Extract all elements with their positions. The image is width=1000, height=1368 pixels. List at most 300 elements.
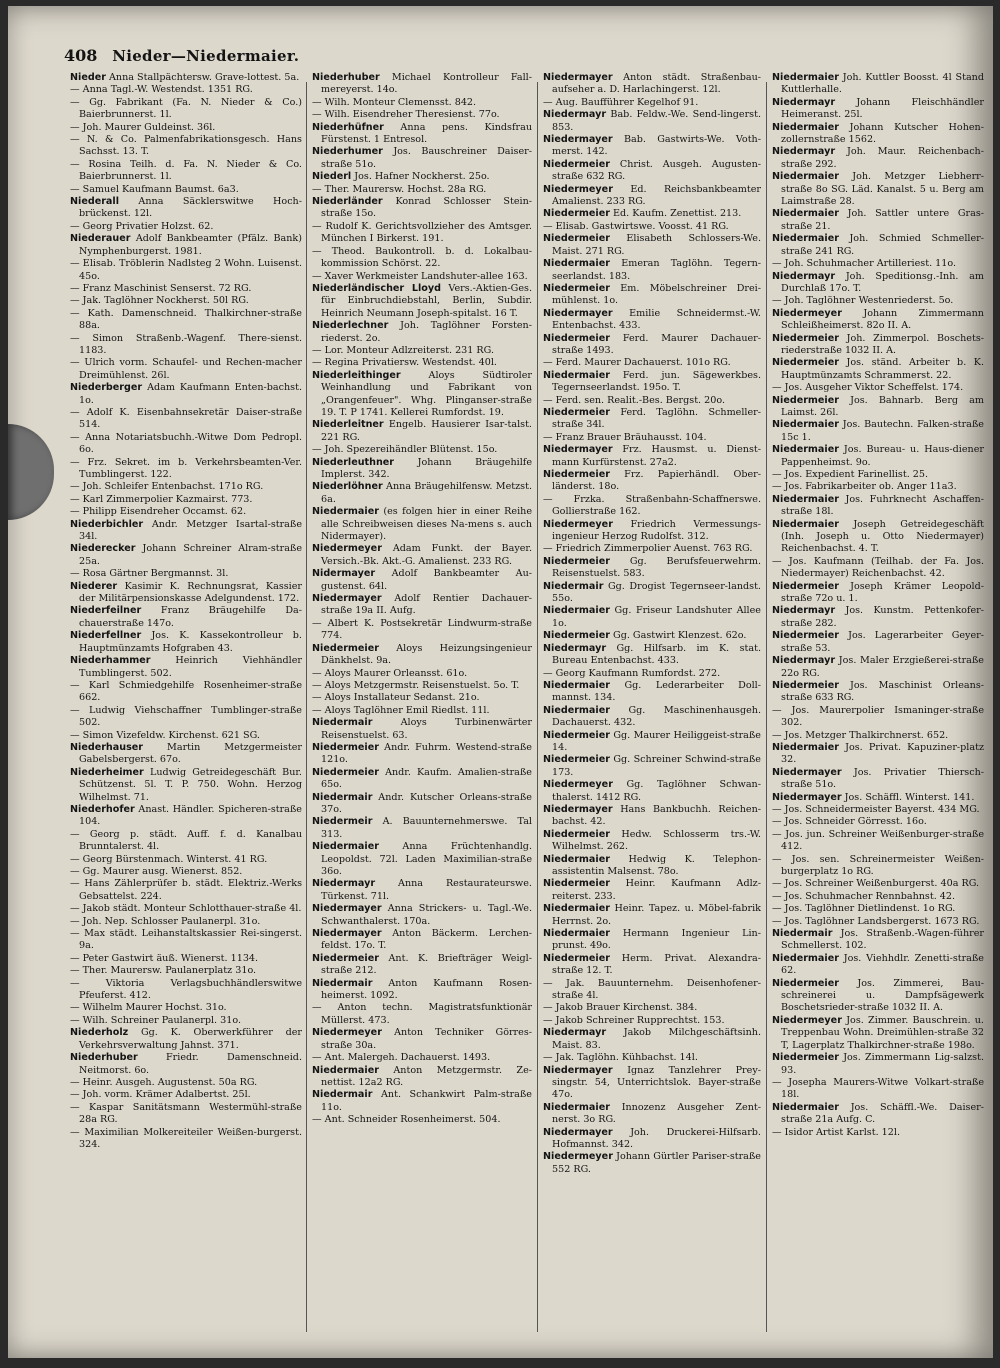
entry-details: Andr. Kaufm. Amalien-straße 65o. bbox=[321, 766, 532, 791]
column-divider bbox=[537, 82, 538, 1332]
entry-details: — Jos. Fabrikarbeiter ob. Anger 11a3. bbox=[772, 481, 957, 493]
entry-details: Ludwig Getreidegeschäft Bur. Schützenst. 5l. T. P. 750. Wohn. Herzog Wilhelmst. 71. bbox=[79, 766, 302, 803]
entry-surname: Nidermayer bbox=[312, 568, 376, 580]
directory-entry bbox=[543, 779, 761, 804]
entry-surname: Niederlöhner bbox=[312, 481, 383, 493]
directory-entry bbox=[543, 1015, 761, 1027]
entry-details: — Ferd. Maurer Dachauerst. 101o RG. bbox=[543, 357, 731, 369]
entry-details: Hermann Ingenieur Lin-prunst. 49o. bbox=[552, 928, 761, 952]
entry-details: Ant. K. Briefträger Weigl-straße 212. bbox=[321, 952, 532, 977]
directory-entry bbox=[70, 184, 302, 196]
entry-details: — Georg Privatier Holzst. 62. bbox=[70, 220, 214, 232]
entry-details: Anton städt. Straßenbau-aufseher a. D. Harlachingerst. 12l. bbox=[552, 72, 761, 96]
entry-details: — Joh. Spezereihändler Blütenst. 15o. bbox=[312, 444, 498, 456]
entry-surname: Niedermayer bbox=[543, 1064, 613, 1076]
directory-entry bbox=[312, 122, 532, 147]
entry-details: — Jak. Taglöhn. Kühbachst. 14l. bbox=[543, 1052, 698, 1064]
directory-entry bbox=[312, 543, 532, 568]
entry-details: — Jos. Ausgeher Viktor Scheffelst. 174. bbox=[772, 382, 964, 394]
binder-ring-shadow bbox=[8, 424, 54, 520]
entry-details: — Hans Zählerprüfer b. städt. Elektriz.-Werks Gebsattelst. 224. bbox=[70, 878, 302, 902]
directory-entry bbox=[70, 122, 302, 134]
entry-details: Johann Zimmermann Schleißheimerst. 82o II. A. bbox=[781, 307, 984, 332]
entry-surname: Niedermeier bbox=[543, 630, 610, 642]
entry-surname: Niedermaier bbox=[543, 679, 610, 691]
entry-details: Johann Fleischhändler Heimeranst. 25l. bbox=[781, 96, 984, 121]
directory-entry bbox=[312, 593, 532, 618]
directory-entry bbox=[543, 97, 761, 109]
entry-surname: Niederhauser bbox=[70, 741, 144, 753]
entry-surname: Niedermeier bbox=[772, 357, 839, 369]
directory-entry bbox=[312, 903, 532, 928]
entry-surname: Niedermayer bbox=[312, 928, 382, 940]
directory-entry bbox=[312, 419, 532, 444]
entry-details: Johann Bräugehilfe Implerst. 342. bbox=[321, 456, 532, 480]
entry-surname: Niedermeier bbox=[543, 828, 610, 840]
entry-surname: Niederleuthner bbox=[312, 456, 395, 468]
entry-details: — Georg Kaufmann Rumfordst. 272. bbox=[543, 667, 721, 679]
entry-details: Anna Strickers- u. Tagl.-We. Schwanthalerst. 170a. bbox=[321, 903, 532, 927]
directory-entry bbox=[312, 345, 532, 357]
directory-entry bbox=[70, 494, 302, 506]
entry-details: — Aloys Metzgermstr. Reisenstuelst. 5o. T. bbox=[312, 679, 520, 691]
directory-entry bbox=[772, 382, 984, 394]
entry-surname: Niedermeier bbox=[772, 1052, 839, 1064]
entry-details: — Jos. Schneidermeister Bayerst. 434 MG. bbox=[772, 803, 980, 815]
entry-details: Anton Metzgermstr. Ze-nettist. 12a2 RG. bbox=[321, 1064, 532, 1088]
directory-entry bbox=[772, 630, 984, 655]
entry-surname: Niedermaier bbox=[772, 419, 839, 431]
entry-details: Jos. Hafner Nockherst. 25o. bbox=[354, 171, 490, 183]
entry-details: Joseph Krämer Leopold-straße 72o u. 1. bbox=[781, 580, 984, 605]
entry-details: — Jos. Taglöhner Landsbergerst. 1673 RG. bbox=[772, 915, 980, 927]
directory-entry bbox=[543, 469, 761, 494]
entry-details: — Joh. Nep. Schlosser Paulanerpl. 31o. bbox=[70, 915, 261, 927]
entry-surname: Niedermaier bbox=[543, 605, 610, 617]
entry-surname: Niedermair bbox=[312, 977, 373, 989]
directory-entry bbox=[312, 568, 532, 593]
entry-details: — Isidor Artist Karlst. 12l. bbox=[772, 1126, 900, 1138]
entry-details: Christ. Ausgeh. Augusten-straße 632 RG. bbox=[552, 158, 761, 183]
entry-details: — Ferd. sen. Realit.-Bes. Bergst. 20o. bbox=[543, 394, 726, 406]
directory-entry bbox=[70, 196, 302, 221]
directory-entry bbox=[772, 891, 984, 903]
directory-entry bbox=[312, 97, 532, 109]
directory-entry bbox=[70, 767, 302, 804]
entry-surname: Niedermeyer bbox=[543, 183, 613, 195]
directory-entry bbox=[70, 1102, 302, 1127]
directory-entry bbox=[70, 953, 302, 965]
entry-surname: Niedermayr bbox=[772, 270, 836, 282]
entry-details: — Joh. Schleifer Entenbachst. 171o RG. bbox=[70, 481, 264, 493]
column-divider bbox=[766, 82, 767, 1332]
entry-surname: Niedermaier bbox=[312, 506, 379, 518]
entry-details: — Jos. Metzger Thalkirchnerst. 652. bbox=[772, 729, 949, 741]
entry-details: — Jos. Schuhmacher Rennbahnst. 42. bbox=[772, 890, 956, 902]
directory-entry bbox=[70, 829, 302, 854]
directory-entry bbox=[70, 308, 302, 333]
directory-entry bbox=[772, 1102, 984, 1127]
entry-details: — Jak. Taglöhner Nockherst. 50l RG. bbox=[70, 295, 249, 307]
directory-entry bbox=[543, 308, 761, 333]
entry-details: Elisabeth Schlossers-We. Maist. 271 RG. bbox=[552, 233, 761, 257]
directory-entry bbox=[312, 184, 532, 196]
entry-surname: Niederlechner bbox=[312, 320, 389, 332]
entry-details: Ferd. Taglöhn. Schmeller-straße 34l. bbox=[552, 406, 761, 431]
entry-details: — Heinr. Ausgeh. Augustenst. 50a RG. bbox=[70, 1076, 258, 1088]
directory-entry bbox=[70, 134, 302, 159]
directory-entry bbox=[772, 97, 984, 122]
directory-entry bbox=[70, 568, 302, 580]
entry-details: — Frz. Sekret. im b. Verkehrsbeamten-Ver. Tumblingerst. 122. bbox=[70, 456, 302, 480]
entry-surname: Niedermayr bbox=[312, 878, 376, 890]
entry-details: Jos. K. Kassekontrolleur b. Hauptmünzamts Hofgraben 43. bbox=[79, 630, 302, 654]
entry-details: Hedw. Schlosserm trs.-W. Wilhelmst. 262. bbox=[552, 828, 761, 853]
entry-details: — Jakob Schreiner Rupprechtst. 153. bbox=[543, 1014, 725, 1026]
entry-surname: Niedermair bbox=[312, 791, 373, 803]
entry-details: Jos. Zimmerei, Bau-schreinerei u. Dampfsägewerk Boschetsrieder-straße 1032 II. A. bbox=[781, 977, 984, 1014]
directory-column-2 bbox=[312, 72, 532, 1342]
entry-surname: Niedermair bbox=[772, 928, 833, 940]
entry-surname: Niedermeyer bbox=[543, 779, 613, 791]
directory-entry bbox=[70, 1052, 302, 1077]
directory-entry bbox=[312, 792, 532, 817]
directory-entry bbox=[543, 581, 761, 606]
directory-entry bbox=[70, 730, 302, 742]
entry-surname: Niedermeyer bbox=[772, 1014, 842, 1026]
entry-details: — Franz Maschinist Senserst. 72 RG. bbox=[70, 282, 252, 294]
directory-entry bbox=[772, 208, 984, 233]
directory-entry bbox=[543, 1151, 761, 1176]
entry-surname: Niedermair bbox=[312, 717, 373, 729]
directory-entry bbox=[312, 668, 532, 680]
directory-entry bbox=[70, 382, 302, 407]
entry-details: — Elisab. Tröblerin Nadlsteg 2 Wohn. Luisenst. 45o. bbox=[70, 258, 302, 282]
directory-entry bbox=[543, 72, 761, 97]
entry-surname: Niedermaier bbox=[543, 369, 610, 381]
directory-entry bbox=[543, 134, 761, 159]
entry-details: — Jak. Bauunternehm. Deisenhofener-straße 4l. bbox=[543, 977, 761, 1002]
entry-details: Jos. Maler Erzgießerei-straße 22o RG. bbox=[781, 655, 984, 679]
directory-entry bbox=[772, 357, 984, 382]
entry-details: Jos. Bahnarb. Berg am Laimst. 26l. bbox=[781, 394, 984, 418]
entry-details: Ignaz Tanzlehrer Prey-singstr. 54, Unterrichtslok. Bayer-straße 47o. bbox=[552, 1064, 761, 1101]
entry-surname: Niedermaier bbox=[543, 853, 610, 865]
entry-details: Vers.-Aktien-Ges. für Einbruchdiebstahl, Berlin, Subdir. Heinrich Neumann Joseph-spitalst. 16 T. bbox=[321, 282, 532, 319]
entry-surname: Niedermeier bbox=[543, 158, 610, 170]
entry-details: — Aug. Baufführer Kegelhof 91. bbox=[543, 96, 699, 108]
entry-details: Engelb. Hausierer Isar-talst. 221 RG. bbox=[321, 419, 532, 443]
directory-entry bbox=[543, 159, 761, 184]
entry-details: — Gg. Maurer ausg. Wienerst. 852. bbox=[70, 866, 243, 877]
entry-surname: Niedermaier bbox=[772, 952, 839, 964]
entry-details: — Joh. Taglöhner Westenriederst. 5o. bbox=[772, 295, 954, 307]
directory-entry bbox=[70, 72, 302, 84]
directory-entry bbox=[772, 171, 984, 208]
directory-entry bbox=[543, 556, 761, 581]
entry-surname: Niedermeier bbox=[772, 332, 839, 344]
directory-entry bbox=[70, 357, 302, 382]
entry-details: — Georg p. städt. Auff. f. d. Kanalbau Brunntalerst. 4l. bbox=[70, 828, 302, 853]
page-number: 408 bbox=[64, 46, 98, 65]
entry-details: Ant. Schankwirt Palm-straße 11o. bbox=[321, 1089, 532, 1113]
directory-entry bbox=[543, 444, 761, 469]
entry-details: Konrad Schlosser Stein-straße 15o. bbox=[321, 196, 532, 220]
entry-details: — Ludwig Viehschaffner Tumblinger-straße 502. bbox=[70, 704, 302, 729]
entry-details: Adam Funkt. der Bayer. Versich.-Bk. Akt.-G. Amalienst. 233 RG. bbox=[321, 543, 532, 567]
entry-details: Joh. Druckerei-Hilfsarb. Hofmannst. 342. bbox=[552, 1126, 761, 1150]
directory-entry bbox=[312, 481, 532, 506]
entry-surname: Niederhumer bbox=[312, 146, 383, 158]
directory-entry bbox=[543, 605, 761, 630]
entry-details: — Jakob Brauer Kirchenst. 384. bbox=[543, 1002, 698, 1014]
entry-details: Jos. Maschinist Orleans-straße 633 RG. bbox=[781, 679, 984, 704]
entry-surname: Niedermeier bbox=[543, 406, 610, 418]
entry-details: Gg. Friseur Landshuter Allee 1o. bbox=[552, 605, 761, 629]
directory-entry bbox=[70, 581, 302, 606]
entry-surname: Niedermeier bbox=[543, 952, 610, 964]
entry-details: — Aloys Maurer Orleansst. 61o. bbox=[312, 667, 468, 679]
entry-details: — Jos. Expedient Farinellist. 25. bbox=[772, 469, 929, 480]
entry-details: — Simon Vizefeldw. Kirchenst. 621 SG. bbox=[70, 729, 260, 741]
directory-entry bbox=[70, 295, 302, 307]
entry-details: Jos. Privat. Kapuziner-platz 32. bbox=[781, 741, 984, 766]
entry-surname: Niedermaier bbox=[772, 233, 839, 245]
directory-entry bbox=[772, 953, 984, 978]
directory-entry bbox=[312, 246, 532, 271]
entry-details: — Anna Tagl.-W. Westendst. 1351 RG. bbox=[70, 84, 253, 96]
directory-entry bbox=[543, 395, 761, 407]
entry-surname: Niedermaier bbox=[772, 72, 839, 83]
directory-column-1 bbox=[70, 72, 302, 1342]
directory-entry bbox=[312, 1052, 532, 1064]
directory-entry bbox=[772, 519, 984, 556]
entry-details: Adolf Bankbeamter Au-gustenst. 64l. bbox=[321, 568, 532, 592]
entry-details: — Ant. Schneider Rosenheimerst. 504. bbox=[312, 1114, 501, 1126]
entry-surname: Niedermayr bbox=[543, 1027, 607, 1039]
directory-entry bbox=[772, 978, 984, 1015]
entry-details: — Jos. Maurerpolier Ismaninger-straße 302. bbox=[772, 704, 984, 729]
directory-entry bbox=[312, 643, 532, 668]
entry-details: Joh. Metzger Liebherr-straße 8o SG. Läd. Kanalst. 5 u. Berg am Laimstraße 28. bbox=[781, 171, 984, 208]
entry-details: — Samuel Kaufmann Baumst. 6a3. bbox=[70, 183, 239, 195]
directory-entry bbox=[70, 978, 302, 1003]
entry-details: — Joh. Maurer Guldeinst. 36l. bbox=[70, 121, 216, 133]
directory-entry bbox=[312, 320, 532, 345]
directory-entry bbox=[772, 469, 984, 481]
directory-entry bbox=[312, 978, 532, 1003]
entry-details: Gg. Taglöhner Schwan-thalerst. 1412 RG. bbox=[552, 779, 761, 803]
directory-entry bbox=[70, 866, 302, 878]
entry-surname: Niedermayer bbox=[772, 791, 842, 803]
directory-entry bbox=[543, 1052, 761, 1064]
entry-details: Jos. Fuhrknecht Aschaffen-straße 18l. bbox=[781, 493, 984, 518]
directory-entry bbox=[312, 767, 532, 792]
entry-surname: Niederauer bbox=[70, 233, 131, 245]
directory-entry bbox=[312, 1027, 532, 1052]
entry-details: — Jakob städt. Monteur Schlotthauer-straße 4l. bbox=[70, 903, 302, 915]
directory-entry bbox=[543, 258, 761, 283]
directory-entry bbox=[70, 1027, 302, 1052]
entry-surname: Niedermeier bbox=[543, 729, 610, 741]
page-title: Nieder—Niedermaier. bbox=[112, 47, 300, 65]
entry-details: — Adolf K. Eisenbahnsekretär Daiser-straße 514. bbox=[70, 406, 302, 431]
directory-column-3 bbox=[543, 72, 761, 1342]
entry-details: — Wilh. Eisendreher Theresienst. 77o. bbox=[312, 109, 500, 121]
entry-details: Jos. Privatier Thiersch-straße 51o. bbox=[781, 766, 984, 791]
entry-details: Anton Kaufmann Rosen-heimerst. 1092. bbox=[321, 977, 532, 1002]
entry-surname: Niederhofer bbox=[70, 803, 135, 815]
entry-surname: Niederer bbox=[70, 580, 118, 592]
entry-details: Jos. Straßenb.-Wagen-führer Schmellerst. 102. bbox=[781, 928, 984, 952]
directory-entry bbox=[312, 680, 532, 692]
directory-entry bbox=[70, 903, 302, 915]
directory-entry bbox=[70, 221, 302, 233]
entry-surname: Niedermaier bbox=[772, 493, 839, 505]
entry-surname: Niedermair bbox=[543, 580, 604, 592]
directory-entry bbox=[70, 1089, 302, 1101]
entry-surname: Niederleitner bbox=[312, 419, 384, 431]
entry-surname: Niedermayer bbox=[772, 766, 842, 778]
entry-surname: Niedermeyer bbox=[772, 307, 842, 319]
directory-entry bbox=[772, 333, 984, 358]
entry-details: Gg. Schreiner Schwind-straße 173. bbox=[552, 754, 761, 778]
directory-entry bbox=[772, 233, 984, 258]
entry-details: Joh. Taglöhner Forsten-riederst. 2o. bbox=[321, 320, 532, 344]
entry-surname: Niedermaier bbox=[772, 518, 839, 530]
entry-details: — Rosa Gärtner Bergmannst. 3l. bbox=[70, 568, 229, 580]
entry-surname: Niedermaier bbox=[543, 903, 610, 915]
directory-entry bbox=[70, 457, 302, 482]
entry-details: — Wilhelm Maurer Hochst. 31o. bbox=[70, 1002, 227, 1014]
directory-entry bbox=[772, 419, 984, 444]
entry-details: Anast. Händler. Spicheren-straße 104. bbox=[79, 803, 302, 828]
entry-surname: Niedermeier bbox=[312, 952, 379, 964]
entry-surname: Niedermaier bbox=[772, 121, 839, 133]
entry-details: Jos. Bautechn. Falken-straße 15c 1. bbox=[781, 419, 984, 443]
directory-entry bbox=[70, 854, 302, 866]
directory-entry bbox=[312, 1065, 532, 1090]
directory-entry bbox=[312, 506, 532, 543]
column-divider bbox=[306, 82, 307, 1332]
entry-details: Joseph Getreidegeschäft (Inh. Joseph u. Otto Niedermayer) Reichenbachst. 4. T. bbox=[781, 518, 984, 555]
entry-details: — Karl Schmiedgehilfe Rosenheimer-straße 662. bbox=[70, 679, 302, 704]
entry-surname: Niedermeyer bbox=[543, 518, 613, 530]
directory-entry bbox=[70, 878, 302, 903]
entry-details: Anna Früchtenhandlg. Leopoldst. 72l. Laden Maximilian-straße 36o. bbox=[321, 841, 532, 877]
directory-entry bbox=[772, 792, 984, 804]
entry-details: — Aloys Taglöhner Emil Riedlst. 11l. bbox=[312, 704, 490, 716]
directory-entry bbox=[543, 680, 761, 705]
entry-surname: Niedermayr bbox=[772, 655, 836, 667]
directory-entry bbox=[772, 605, 984, 630]
entry-surname: Niedermeier bbox=[772, 679, 839, 691]
directory-entry bbox=[543, 543, 761, 555]
entry-surname: Niederfellner bbox=[70, 630, 142, 642]
directory-entry bbox=[70, 804, 302, 829]
directory-entry bbox=[772, 903, 984, 915]
directory-entry bbox=[312, 1089, 532, 1114]
directory-entry bbox=[772, 1077, 984, 1102]
directory-entry bbox=[772, 655, 984, 680]
directory-entry bbox=[543, 184, 761, 209]
entry-surname: Niedermeier bbox=[543, 555, 610, 567]
directory-entry bbox=[312, 283, 532, 320]
directory-entry bbox=[772, 854, 984, 879]
directory-entry bbox=[543, 494, 761, 519]
entry-surname: Niedermayr bbox=[772, 96, 836, 108]
entry-details: Kasimir K. Rechnungsrat, Kassier der Militärpensionskasse Adelgundenst. 172. bbox=[79, 580, 302, 605]
directory-entry bbox=[543, 208, 761, 220]
directory-entry bbox=[772, 705, 984, 730]
directory-entry bbox=[312, 953, 532, 978]
entry-details: — Theod. Baukontroll. b. d. Lokalbau-kommission Schörst. 22. bbox=[312, 245, 532, 270]
entry-surname: Niederbichler bbox=[70, 518, 144, 530]
directory-entry bbox=[543, 630, 761, 642]
directory-entry bbox=[312, 841, 532, 878]
entry-surname: Niederheimer bbox=[70, 766, 144, 778]
directory-entry bbox=[312, 692, 532, 704]
entry-details: Jos. Bauschreiner Daiser-straße 51o. bbox=[321, 146, 532, 170]
entry-details: — Anton techn. Magistratsfunktionär Müllerst. 473. bbox=[312, 1002, 532, 1026]
entry-surname: Niederholz bbox=[70, 1027, 129, 1039]
entry-surname: Niederländer bbox=[312, 196, 383, 208]
directory-entry bbox=[70, 630, 302, 655]
entry-surname: Niedermayer bbox=[543, 307, 613, 319]
directory-entry bbox=[312, 357, 532, 369]
directory-entry bbox=[70, 928, 302, 953]
entry-details: (es folgen hier in einer Reihe alle Schreibweisen dieses Na-mens s. auch Nidermayer). bbox=[321, 506, 532, 543]
entry-details: Aloys Heizungsingenieur Dänkhelst. 9a. bbox=[321, 642, 532, 667]
entry-details: Friedrich Vermessungs-ingenieur Herzog Rudolfst. 312. bbox=[552, 518, 761, 543]
entry-details: Jos. ständ. Arbeiter b. K. Hauptmünzamts Schrammerst. 22. bbox=[781, 357, 984, 381]
directory-entry bbox=[543, 333, 761, 358]
directory-entry bbox=[312, 705, 532, 717]
entry-surname: Nieder bbox=[70, 72, 106, 83]
entry-surname: Niedermaier bbox=[543, 928, 610, 940]
directory-entry bbox=[312, 717, 532, 742]
entry-surname: Niedermeier bbox=[543, 208, 610, 220]
directory-entry bbox=[772, 1127, 984, 1139]
directory-entry bbox=[543, 903, 761, 928]
directory-entry bbox=[70, 705, 302, 730]
directory-entry bbox=[312, 109, 532, 121]
directory-entry bbox=[70, 1002, 302, 1014]
entry-surname: Niedermeyer bbox=[312, 1027, 382, 1039]
directory-entry bbox=[70, 965, 302, 977]
directory-entry bbox=[70, 407, 302, 432]
entry-surname: Niedermaier bbox=[312, 1064, 379, 1076]
directory-entry bbox=[543, 233, 761, 258]
directory-entry bbox=[312, 618, 532, 643]
entry-details: — Ulrich vorm. Schaufel- und Rechen-macher Dreimühlenst. 26l. bbox=[70, 357, 302, 381]
entry-surname: Niederfeilner bbox=[70, 605, 142, 617]
entry-details: — Wilh. Monteur Clemensst. 842. bbox=[312, 96, 477, 108]
entry-details: Andr. Fuhrm. Westend-straße 121o. bbox=[321, 741, 532, 766]
directory-entry bbox=[70, 519, 302, 544]
directory-entry bbox=[70, 655, 302, 680]
entry-surname: Niedermeyer bbox=[543, 1151, 613, 1163]
entry-details: Emeran Taglöhn. Tegern-seerlandst. 183. bbox=[552, 258, 761, 282]
directory-entry bbox=[772, 295, 984, 307]
entry-surname: Niederhammer bbox=[70, 655, 151, 667]
directory-entry bbox=[70, 605, 302, 630]
entry-details: Gg. Maschinenhausgeh. Dachauerst. 432. bbox=[552, 704, 761, 729]
entry-details: Jos. Schäffl. Winterst. 141. bbox=[844, 791, 975, 803]
entry-details: Frz. Papierhändl. Ober-länderst. 18o. bbox=[552, 469, 761, 493]
entry-details: Heinrich Viehhändler Tumblingerst. 502. bbox=[79, 655, 302, 679]
directory-entry bbox=[543, 407, 761, 432]
